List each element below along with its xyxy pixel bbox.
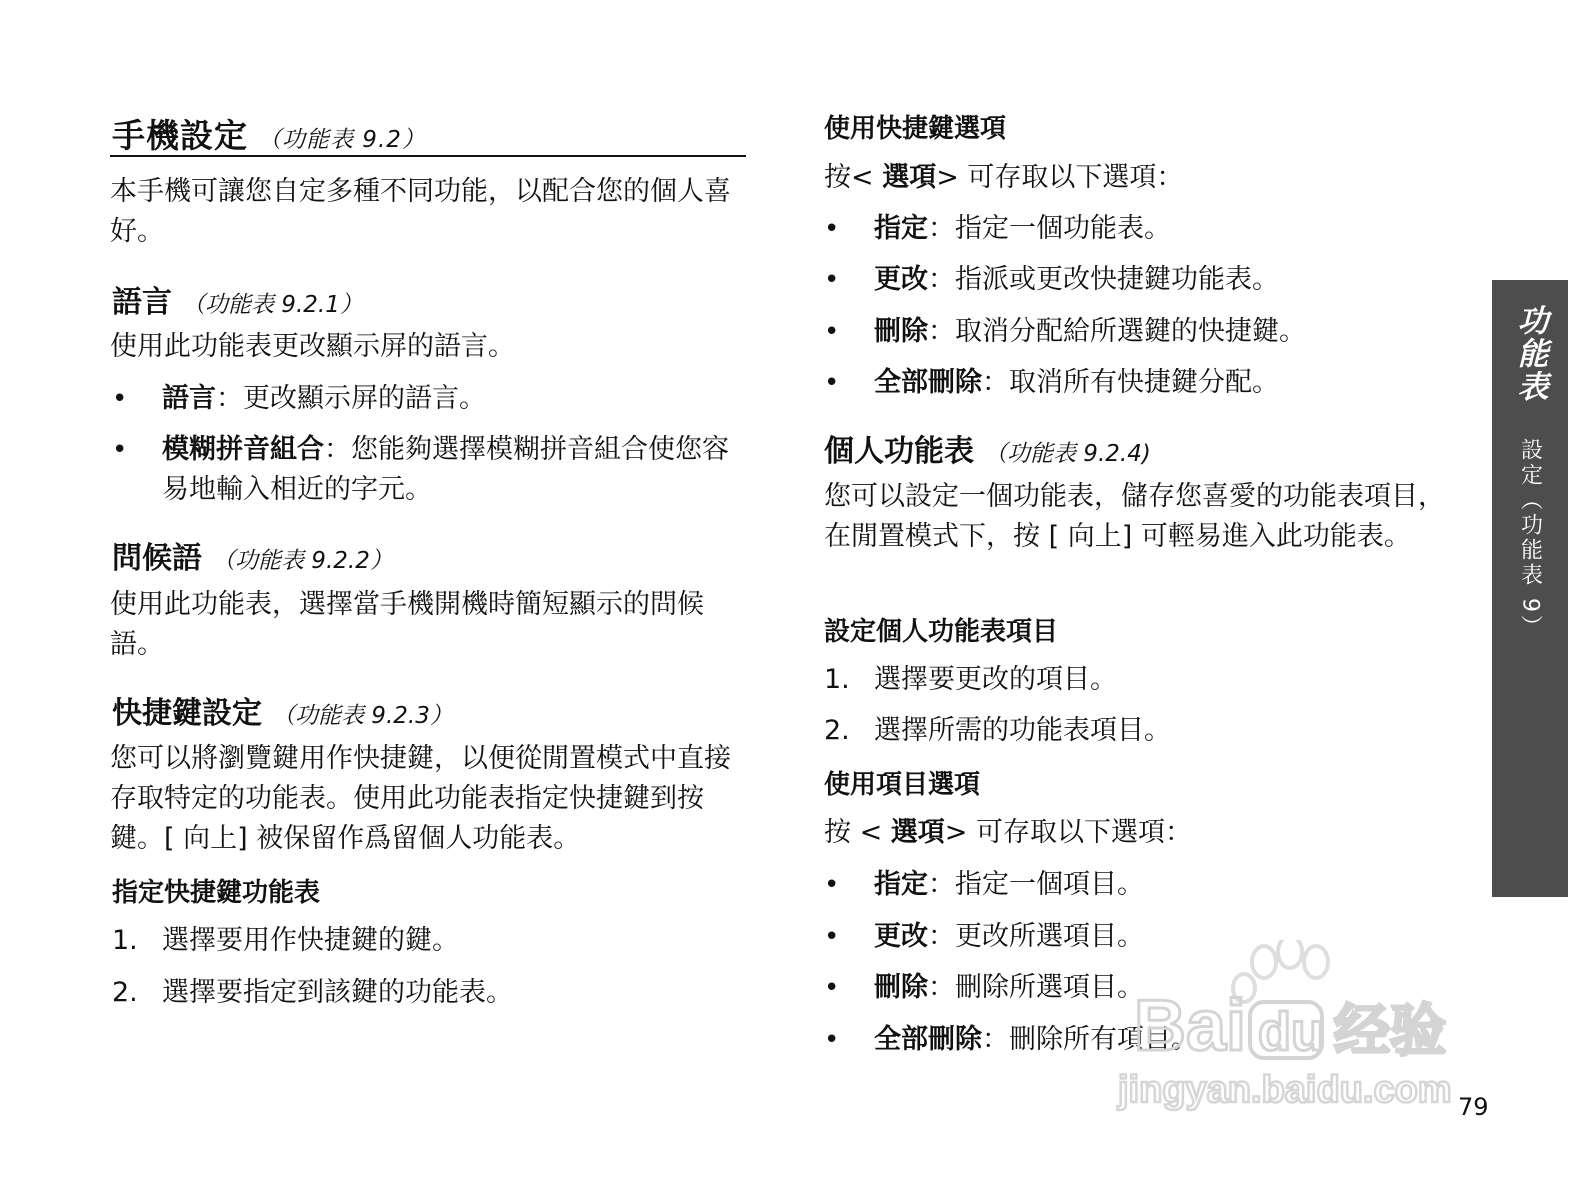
step-number: 1.	[824, 664, 850, 695]
language-heading	[112, 277, 363, 321]
intro-paragraph: 本手機可讓您自定多種不同功能，以配合您的個人喜好。	[110, 176, 731, 247]
bullet-icon: •	[112, 384, 128, 414]
item-term: 更改	[874, 921, 928, 952]
assign-shortcut-heading: 指定快捷鍵功能表	[112, 878, 321, 908]
greeting-desc: 使用此功能表，選擇當手機開機時簡短顯示的問候語。	[110, 589, 704, 660]
greeting-heading	[112, 533, 393, 577]
intro-pre: 按<	[824, 162, 883, 193]
page-title-text: 手機設定	[112, 116, 248, 155]
personal-desc: 您可以設定一個功能表，儲存您喜愛的功能表項目，在閒置模式下，按 [ 向上] 可輕易進入此功能表。	[824, 481, 1445, 552]
item-text: ：您能夠選擇模糊拼音組合使您容易地輸入相近的字元。	[162, 434, 729, 505]
step-number: 2.	[824, 715, 850, 746]
step-item	[824, 660, 1464, 700]
set-personal-heading: 設定個人功能表項目	[824, 617, 1059, 647]
svg-text:jingyan.baidu.com: jingyan.baidu.com	[1118, 1069, 1452, 1111]
item-options-intro	[824, 813, 1192, 853]
item-term: 全部刪除	[874, 1024, 982, 1055]
side-tab-text	[1508, 304, 1553, 640]
list-item	[824, 260, 1464, 300]
bullet-icon: •	[824, 214, 840, 244]
baidu-jingyan-watermark-logo	[1112, 940, 1474, 1120]
title-underline	[110, 155, 746, 157]
bullet-icon: •	[824, 973, 840, 1003]
bullet-icon: •	[824, 368, 840, 398]
step-number: 2.	[112, 977, 138, 1008]
bullet-icon: •	[824, 870, 840, 900]
step-text: 選擇所需的功能表項目。	[874, 715, 1171, 746]
item-text: ：指定一個功能表。	[928, 213, 1171, 244]
shortcut-heading-text: 快捷鍵設定	[112, 696, 262, 731]
list-item	[824, 865, 1464, 905]
page-title	[112, 110, 426, 157]
svg-text:Bai: Bai	[1134, 986, 1247, 1066]
step-number: 1.	[112, 925, 138, 956]
item-term: 刪除	[874, 316, 928, 347]
shortcut-ref: （功能表 9.2.3）	[272, 703, 453, 729]
page-title-ref: （功能表 9.2）	[258, 127, 426, 153]
intro-pre: 按 <	[824, 817, 891, 848]
personal-heading-text: 個人功能表	[824, 434, 974, 469]
item-term: 指定	[874, 869, 928, 900]
item-term: 全部刪除	[874, 367, 982, 398]
list-item	[824, 363, 1464, 403]
step-text: 選擇要指定到該鍵的功能表。	[162, 977, 513, 1008]
language-ref: （功能表 9.2.1）	[182, 292, 363, 318]
item-term: 指定	[874, 213, 928, 244]
item-text: ：取消所有快捷鍵分配。	[982, 367, 1279, 398]
bullet-icon: •	[824, 265, 840, 295]
svg-text:经验: 经验	[1334, 999, 1446, 1064]
item-text: ：指定一個項目。	[928, 869, 1144, 900]
step-text: 選擇要更改的項目。	[874, 664, 1117, 695]
shortcut-heading	[112, 688, 453, 732]
side-tab-sub: 設定（功能表 9）	[1517, 438, 1543, 641]
item-term: 更改	[874, 264, 928, 295]
item-text: ：取消分配給所選鍵的快捷鍵。	[928, 316, 1306, 347]
item-text: ：更改顯示屏的語言。	[216, 383, 486, 414]
list-item	[824, 209, 1464, 249]
svg-text:du: du	[1258, 1002, 1324, 1062]
item-text: ：刪除所選項目。	[928, 972, 1144, 1003]
bullet-icon: •	[824, 922, 840, 952]
bullet-icon: •	[824, 317, 840, 347]
intro-post: > 可存取以下選項：	[944, 817, 1193, 848]
step-text: 選擇要用作快捷鍵的鍵。	[162, 925, 459, 956]
list-item	[112, 379, 742, 419]
personal-menu-heading	[824, 426, 1151, 470]
item-text: ：更改所選項目。	[928, 921, 1144, 952]
item-term: 語言	[162, 383, 216, 414]
list-item	[824, 312, 1464, 352]
step-item	[112, 921, 742, 961]
page-number: 79	[1458, 1093, 1489, 1121]
side-tab-main: 功能表	[1511, 304, 1548, 403]
intro-key: 選項	[890, 817, 945, 848]
personal-ref: （功能表 9.2.4)	[984, 441, 1151, 467]
item-options-heading: 使用項目選項	[824, 770, 981, 800]
shortcut-options-intro	[824, 158, 1183, 198]
item-term: 刪除	[874, 972, 928, 1003]
bullet-icon: •	[112, 435, 128, 465]
language-desc: 使用此功能表更改顯示屏的語言。	[110, 331, 515, 362]
shortcut-options-heading: 使用快捷鍵選項	[824, 114, 1007, 144]
intro-key: 選項	[882, 162, 937, 193]
shortcut-desc: 您可以將瀏覽鍵用作快捷鍵，以便從閒置模式中直接存取特定的功能表。使用此功能表指定快捷鍵到按鍵。[ 向上] 被保留作爲留個人功能表。	[110, 743, 731, 854]
greeting-ref: （功能表 9.2.2）	[212, 548, 393, 574]
language-heading-text: 語言	[112, 285, 172, 320]
item-text: ：刪除所有項目。	[982, 1024, 1198, 1055]
item-term: 模糊拼音組合	[162, 434, 324, 465]
step-item	[112, 973, 742, 1013]
bullet-icon: •	[824, 1025, 840, 1055]
intro-post: > 可存取以下選項：	[936, 162, 1184, 193]
chapter-side-tab	[1492, 280, 1568, 897]
list-item	[112, 430, 742, 510]
step-item	[824, 711, 1464, 751]
greeting-heading-text: 問候語	[112, 541, 202, 576]
item-text: ：指派或更改快捷鍵功能表。	[928, 264, 1279, 295]
